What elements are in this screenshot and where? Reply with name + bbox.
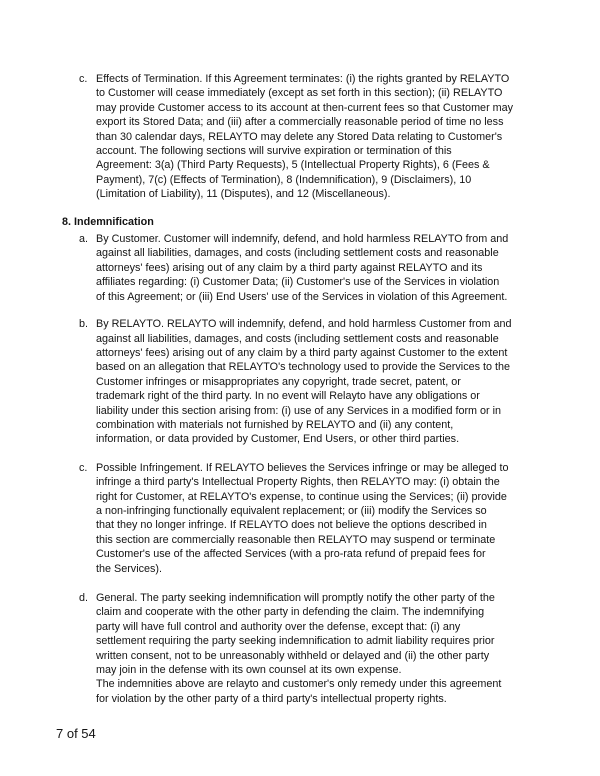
text-line: claim and cooperate with the other party in defending the claim. The indemnifying [96,606,485,619]
text-line: infringe a third party's Intellectual Property Rights, then RELAYTO may: (i) obtain the [96,476,500,489]
text-line: may join in the defense with its own counsel at its own expense. [96,664,402,677]
section-heading-indemnification: 8. Indemnification [62,215,154,228]
list-item-general [79,591,600,706]
text-line: may provide Customer access to its account at then-current fees so that Customer may [96,101,514,114]
text-line: Agreement: 3(a) (Third Party Requests), 5 (Intellectual Property Rights), 6 (Fees & [96,159,490,172]
text-line: export its Stored Data; and (iii) after a commercially reasonable period of time no less [96,116,504,129]
text-line: to Customer will cease immediately (except as set forth in this section); (ii) RELAYTO [96,87,503,100]
text-line: a non-infringing functionally equivalent replacement; or (iii) modify the Services so [96,504,487,517]
text-line: affiliates regarding: (i) Customer Data; (ii) Customer's use of the Services in violation [96,276,500,289]
text-line: written consent, not to be unreasonably withheld or delayed and (ii) the other party [96,649,490,662]
text-line: Payment), 7(c) (Effects of Termination), 8 (Indemnification), 9 (Disclaimers), 10 [96,173,472,186]
text-line: party will have full control and authority over the defense, except that: (i) any [96,620,461,633]
text-line: information, or data provided by Customer, End Users, or other third parties. [96,433,460,446]
list-item-effects-of-termination [79,72,600,202]
paragraph-text [96,72,513,202]
paragraph-text [96,461,509,576]
text-line: of this Agreement; or (iii) End Users' use of the Services in violation of this Agreement. [96,290,508,303]
text-line: combination with materials not furnished by RELAYTO and (ii) any content, [96,418,454,431]
paragraph-text [96,591,501,706]
text-line: Possible Infringement. If RELAYTO believes the Services infringe or may be alleged to [96,461,509,474]
text-line: By Customer. Customer will indemnify, defend, and hold harmless RELAYTO from and [96,233,509,246]
list-item-possible-infringement [79,461,600,576]
text-line: liability under this section arising from: (i) use of any Services in a modified form or in [96,404,502,417]
paragraph-text [96,317,511,447]
list-marker: b. [79,318,89,331]
text-line: this section are commercially reasonable then RELAYTO may suspend or terminate [96,533,496,546]
list-marker: d. [79,592,89,604]
text-line: against all liabilities, damages, and costs (including settlement costs and reasonable [96,332,499,345]
list-item-by-relayto [79,317,600,447]
text-line: Customer's use of the affected Services (with a pro-rata refund of prepaid fees for [96,548,486,561]
text-line: The indemnities above are relayto and customer's only remedy under this agreement [96,678,502,691]
list-item-by-customer [79,232,600,304]
text-line: that they no longer infringe. If RELAYTO does not believe the options described in [96,519,487,532]
text-line: settlement requiring the party seeking indemnification to admit liability requires prior [96,635,495,648]
text-line: for violation by the other party of a third party's intellectual property rights. [96,692,447,705]
paragraph-text [96,232,508,304]
text-line: based on an allegation that RELAYTO's technology used to provide the Services to the [96,361,511,374]
text-line: attorneys' fees) arising out of any claim by a third party against RELAYTO and its [96,261,483,274]
list-marker: c. [79,73,88,85]
page-number: 7 of 54 [56,726,96,741]
text-line: than 30 calendar days, RELAYTO may delete any Stored Data relating to Customer's [96,130,503,143]
text-line: attorneys' fees) arising out of any claim by a third party against Customer to the extent [96,346,508,359]
text-line: right for Customer, at RELAYTO's expense, to continue using the Services; (ii) provide [96,490,507,503]
list-marker: c. [79,461,88,474]
text-line: Customer infringes or misappropriates any copyright, trade secret, patent, or [96,375,461,388]
text-line: trademark right of the third party. In no event will Relayto have any obligations or [96,390,480,403]
list-marker: a. [79,233,89,246]
text-line: account. The following sections will survive expiration or termination of this [96,145,452,158]
text-line: (Limitation of Liability), 11 (Disputes), and 12 (Miscellaneous). [96,188,391,201]
text-line: By RELAYTO. RELAYTO will indemnify, defend, and hold harmless Customer from and [96,318,512,331]
text-line: General. The party seeking indemnification will promptly notify the other party of the [96,592,495,604]
text-line: against all liabilities, damages, and costs (including settlement costs and reasonable [96,247,499,260]
text-line: the Services). [96,562,163,575]
text-line: Effects of Termination. If this Agreement terminates: (i) the rights granted by RELAYTO [96,73,510,85]
